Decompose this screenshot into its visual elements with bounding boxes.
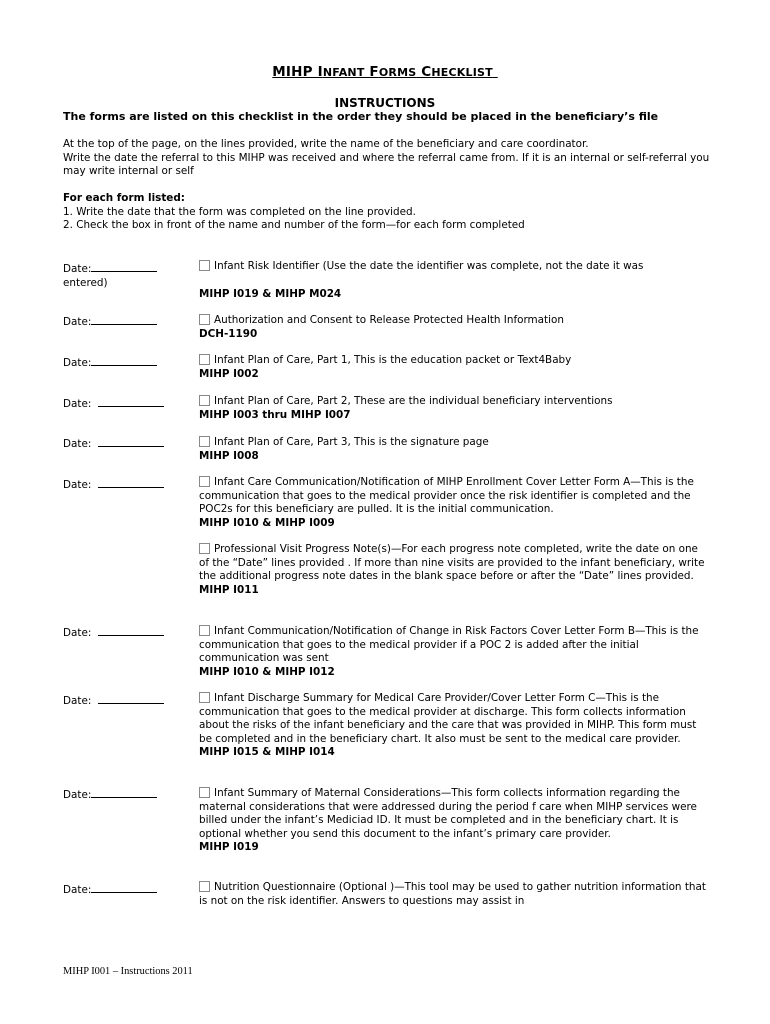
form-checkbox[interactable] bbox=[199, 314, 210, 325]
form-item-plan-of-care-part-2: Infant Plan of Care, Part 2, These are the individual beneficiary interventions MIHP I003 thru MIHP I007 bbox=[199, 395, 707, 422]
instructions-subheading: The forms are listed on this checklist in the order they should be placed in the beneficiary’s file bbox=[63, 110, 659, 123]
form-code: MIHP I010 & MIHP I009 bbox=[199, 516, 335, 529]
date-field-10[interactable]: Date: bbox=[63, 882, 157, 898]
date-line[interactable] bbox=[98, 436, 164, 447]
date-line[interactable] bbox=[98, 396, 164, 407]
date-field-3[interactable]: Date: bbox=[63, 355, 157, 371]
form-checkbox[interactable] bbox=[199, 260, 210, 271]
date-line[interactable] bbox=[91, 314, 157, 325]
form-item-maternal-considerations: Infant Summary of Maternal Considerations—This form collects information regarding the maternal considerations that were addressed during the period f care when MIHP services were billed under the infant’s Mediciad ID. It must be completed and in the beneficiary chart. It is optional whether you send this document to the infant’s primary care provider. MIHP I019 bbox=[199, 787, 707, 855]
date-line[interactable] bbox=[91, 355, 157, 366]
form-item-authorization-consent: Authorization and Consent to Release Protected Health Information DCH-1190 bbox=[199, 314, 707, 341]
date-field-note: entered) bbox=[63, 276, 108, 289]
form-code: MIHP I019 bbox=[199, 841, 259, 853]
date-field-7[interactable]: Date: bbox=[63, 625, 164, 641]
form-code: MIHP I019 & MIHP M024 bbox=[199, 287, 342, 300]
page-title: MIHP INFANT FORMS CHECKLIST bbox=[272, 64, 493, 80]
form-code: MIHP I010 & MIHP I012 bbox=[199, 665, 335, 678]
form-item-nutrition-questionnaire: Nutrition Questionnaire (Optional )—This tool may be used to gather nutrition information that is not on the risk identifier. Answers to questions may assist in bbox=[199, 881, 706, 907]
each-form-section bbox=[63, 192, 713, 233]
form-checkbox[interactable] bbox=[199, 395, 210, 406]
form-checkbox[interactable] bbox=[199, 625, 210, 636]
date-line[interactable] bbox=[91, 882, 157, 893]
date-field-2[interactable]: Date: bbox=[63, 314, 157, 330]
form-checkbox[interactable] bbox=[199, 476, 210, 487]
instructions-heading: INSTRUCTIONS bbox=[334, 96, 436, 110]
each-form-step-1: 1. Write the date that the form was completed on the line provided. bbox=[63, 205, 416, 218]
intro-line-1: At the top of the page, on the lines provided, write the name of the beneficiary and care coordinator. bbox=[63, 138, 589, 150]
page-footer: MIHP I001 – Instructions 2011 bbox=[63, 966, 193, 977]
date-field-1[interactable]: Date: entered) bbox=[63, 261, 157, 290]
date-line[interactable] bbox=[91, 787, 157, 798]
date-line[interactable] bbox=[98, 625, 164, 636]
form-item-plan-of-care-part-3: Infant Plan of Care, Part 3, This is the signature page MIHP I008 bbox=[199, 436, 707, 463]
form-code: MIHP I002 bbox=[199, 367, 259, 380]
form-checkbox[interactable] bbox=[199, 436, 210, 447]
form-item-change-in-risk-letter-b: Infant Communication/Notification of Change in Risk Factors Cover Letter Form B—This is the communication that goes to the medical provider if a POC 2 is added after the initial communication was sent MIHP I010 & MIHP I012 bbox=[199, 625, 707, 679]
form-code: MIHP I003 thru MIHP I007 bbox=[199, 408, 351, 421]
date-field-6[interactable]: Date: bbox=[63, 477, 164, 493]
form-checkbox[interactable] bbox=[199, 543, 210, 554]
form-checkbox[interactable] bbox=[199, 692, 210, 703]
date-line[interactable] bbox=[91, 261, 157, 272]
form-item-progress-notes: Professional Visit Progress Note(s)—For each progress note completed, write the date on one of the “Date” lines provided . If more than nine visits are provided to the infant beneficiary, write the additional progress note dates in the blank space before or after the “Date” lines provided. MIHP I011 bbox=[199, 543, 707, 597]
each-form-step-2: 2. Check the box in front of the name and number of the form—for each form completed bbox=[63, 219, 525, 231]
date-line[interactable] bbox=[98, 693, 164, 704]
form-checkbox[interactable] bbox=[199, 787, 210, 798]
form-item-plan-of-care-part-1: Infant Plan of Care, Part 1, This is the education packet or Text4Baby MIHP I002 bbox=[199, 354, 707, 381]
form-code: MIHP I008 bbox=[199, 449, 259, 462]
form-checkbox[interactable] bbox=[199, 881, 210, 892]
form-code: DCH-1190 bbox=[199, 327, 258, 340]
form-code: MIHP I011 bbox=[199, 583, 259, 596]
form-item-enrollment-cover-letter-a: Infant Care Communication/Notification of MIHP Enrollment Cover Letter Form A—This is the communication that goes to the medical provider once the risk identifier is completed and the POC2s for this beneficiary are pulled. It is the initial communication. MIHP I010 & MIHP I009 bbox=[199, 476, 707, 530]
date-field-9[interactable]: Date: bbox=[63, 787, 157, 803]
intro-line-2: Write the date the referral to this MIHP was received and where the referral came from. If it is an internal or self-referral you may write internal or self bbox=[63, 151, 710, 177]
intro-paragraph bbox=[63, 138, 713, 179]
each-form-heading: For each form listed: bbox=[63, 192, 185, 204]
date-field-4[interactable]: Date: bbox=[63, 396, 164, 412]
form-checkbox[interactable] bbox=[199, 354, 210, 365]
form-item-discharge-summary-letter-c: Infant Discharge Summary for Medical Care Provider/Cover Letter Form C—This is the communication that goes to the medical provider at discharge. This form collects information about the risks of the infant beneficiary and the care that was provided in MIHP. This form must be completed and in the beneficiary chart. It also must be sent to the medical care provider. MIHP I015 & MIHP I014 bbox=[199, 692, 707, 760]
date-field-8[interactable]: Date: bbox=[63, 693, 164, 709]
form-item-risk-identifier: Infant Risk Identifier (Use the date the identifier was complete, not the date it was MIHP I019 & MIHP M024 bbox=[199, 260, 707, 301]
date-line[interactable] bbox=[98, 477, 164, 488]
date-field-5[interactable]: Date: bbox=[63, 436, 164, 452]
form-code: MIHP I015 & MIHP I014 bbox=[199, 746, 335, 758]
